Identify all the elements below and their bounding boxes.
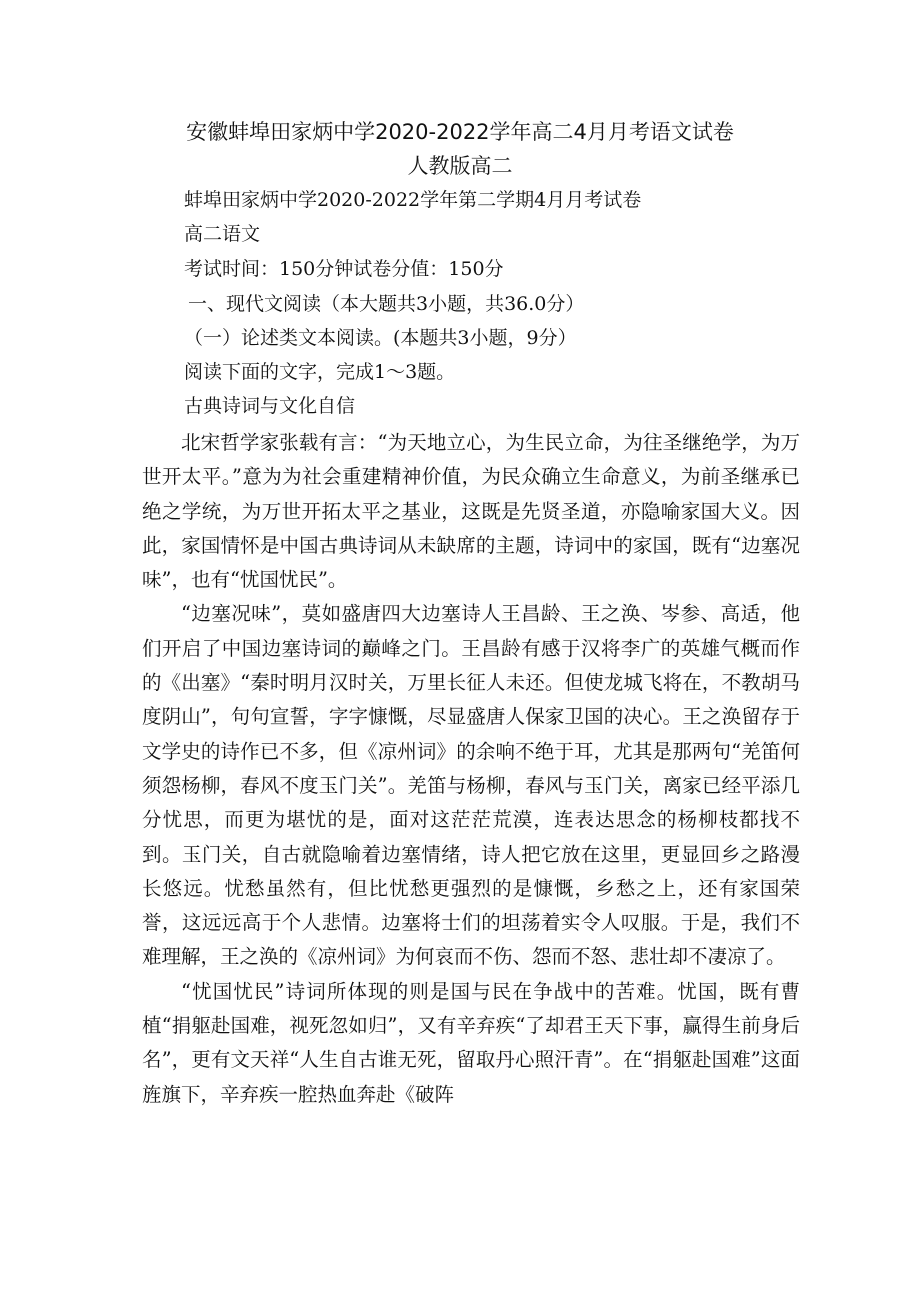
subsection-heading: （一）论述类文本阅读。(本题共3小题，9分）: [184, 327, 577, 349]
article-title: 古典诗词与文化自信: [184, 395, 356, 417]
section-heading: 一、现代文阅读（本大题共3小题，共36.0分）: [188, 293, 585, 315]
document-subtitle: 人教版高二: [407, 154, 513, 178]
article-paragraph: “边塞况味”，莫如盛唐四大边塞诗人王昌龄、王之涣、岑参、高适，他们开启了中国边塞诗词的巅峰之门。王昌龄有感于汉将李广的英雄气概而作的《出塞》“秦时明月汉时关，万里长征人未还。但使龙城飞将在，不教胡马度阴山”，句句宣誓，字字慷慨，尽显盛唐人保家卫国的决心。王之涣留存于文学史的诗作已不多，但《凉州词》的余响不绝于耳，尤其是那两句“羌笛何须怨杨柳，春风不度玉门关”。羌笛与杨柳，春风与玉门关，离家已经平添几分忧思，而更为堪忧的是，面对这茫茫荒漠，连表达思念的杨柳枝都找不到。玉门关，自古就隐喻着边塞情绪，诗人把它放在这里，更显回乡之路漫长悠远。忧愁虽然有，但比忧愁更强烈的是慷慨，乡愁之上，还有家国荣誉，这远远高于个人悲情。边塞将士们的坦荡着实令人叹服。于是，我们不难理解，王之涣的《凉州词》为何哀而不伤、怨而不怒、悲壮却不凄凉了。: [142, 602, 800, 969]
article-paragraph: 北宋哲学家张载有言：“为天地立心，为生民立命，为往圣继绝学，为万世开太平。”意为为社会重建精神价值，为民众确立生命意义，为前圣继承已绝之学统，为万世开拓太平之基业，这既是先贤圣道，亦隐喻家国大义。因此，家国情怀是中国古典诗词从未缺席的主题，诗词中的家国，既有“边塞况味”，也有“忧国忧民”。: [142, 431, 800, 592]
article-paragraph: “忧国忧民”诗词所体现的则是国与民在争战中的苦难。忧国，既有曹植“捐躯赴国难，视死忽如归”，又有辛弃疾“了却君王天下事，赢得生前身后名”，更有文天祥“人生自古谁无死，留取丹心照汗青”。在“捐躯赴国难”这面旌旗下，辛弃疾一腔热血奔赴《破阵: [142, 979, 800, 1106]
document-title: 安徽蚌埠田家炳中学2020-2022学年高二4月月考语文试卷: [186, 120, 734, 144]
reading-instruction: 阅读下面的文字，完成1～3题。: [184, 361, 456, 383]
subject-label: 高二语文: [184, 223, 261, 245]
exam-time-score: 考试时间：150分钟试卷分值：150分: [184, 258, 504, 280]
exam-name: 蚌埠田家炳中学2020-2022学年第二学期4月月考试卷: [184, 189, 642, 211]
article-body: [142, 426, 800, 1112]
